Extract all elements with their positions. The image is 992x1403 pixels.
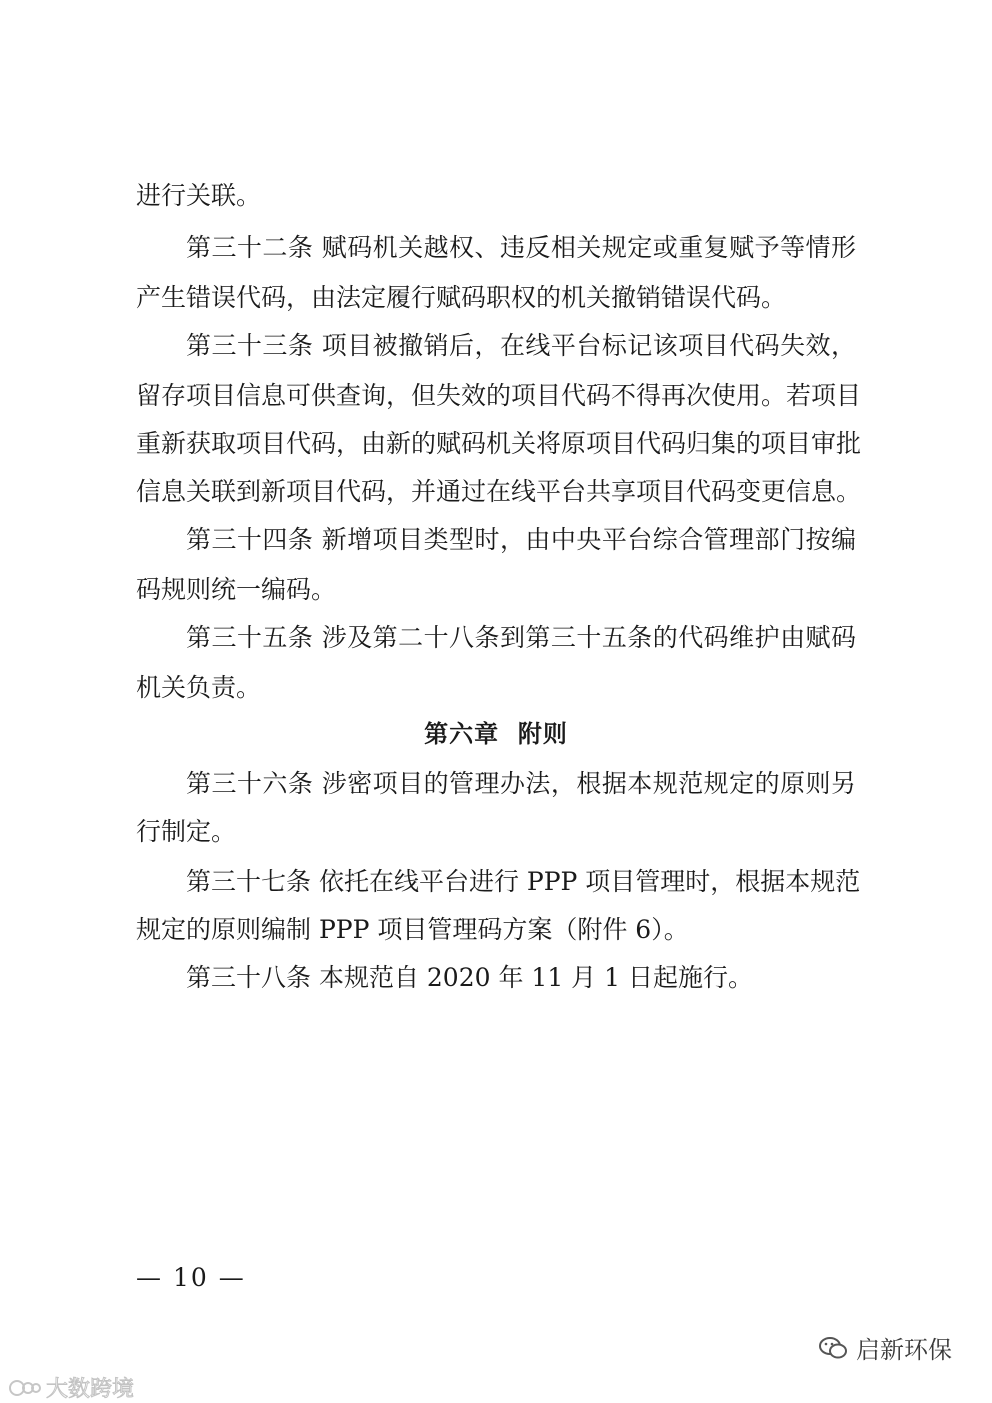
article-38-line-1: 第三十八条 本规范自 2020 年 11 月 1 日起施行。 (186, 963, 753, 992)
chat-bubble-icon (818, 1335, 848, 1361)
article-36-line-2: 行制定。 (136, 817, 237, 846)
paragraph-continuation-line: 进行关联。 (136, 181, 262, 210)
article-33-line-3: 重新获取项目代码，由新的赋码机关将原项目代码归集的项目审批 (136, 429, 862, 458)
chapter-heading: 第六章 附则 (424, 720, 568, 748)
article-33-line-2: 留存项目信息可供查询，但失效的项目代码不得再次使用。若项目 (136, 381, 862, 410)
watermark-right-text: 启新环保 (856, 1336, 952, 1364)
article-32-line-1: 第三十二条 赋码机关越权、违反相关规定或重复赋予等情形 (186, 233, 856, 262)
article-34-line-2: 码规则统一编码。 (136, 575, 337, 604)
article-35-line-1: 第三十五条 涉及第二十八条到第三十五条的代码维护由赋码 (186, 623, 856, 652)
article-32-line-2: 产生错误代码，由法定履行赋码职权的机关撤销错误代码。 (136, 283, 787, 312)
logo-icon (8, 1375, 42, 1401)
watermark-left-text: 大数跨境 (46, 1377, 135, 1402)
article-33-line-1: 第三十三条 项目被撤销后，在线平台标记该项目代码失效， (186, 331, 856, 360)
article-36-line-1: 第三十六条 涉密项目的管理办法，根据本规范规定的原则另 (186, 769, 856, 798)
page-number: — 10 — (136, 1263, 246, 1292)
article-35-line-2: 机关负责。 (136, 673, 262, 702)
watermark-right (818, 1330, 952, 1365)
article-33-line-4: 信息关联到新项目代码，并通过在线平台共享项目代码变更信息。 (136, 477, 862, 506)
watermark-left (8, 1372, 134, 1403)
article-37-line-2: 规定的原则编制 PPP 项目管理码方案（附件 6）。 (136, 915, 689, 944)
article-37-line-1: 第三十七条 依托在线平台进行 PPP 项目管理时，根据本规范 (186, 867, 861, 896)
article-34-line-1: 第三十四条 新增项目类型时，由中央平台综合管理部门按编 (186, 525, 856, 554)
